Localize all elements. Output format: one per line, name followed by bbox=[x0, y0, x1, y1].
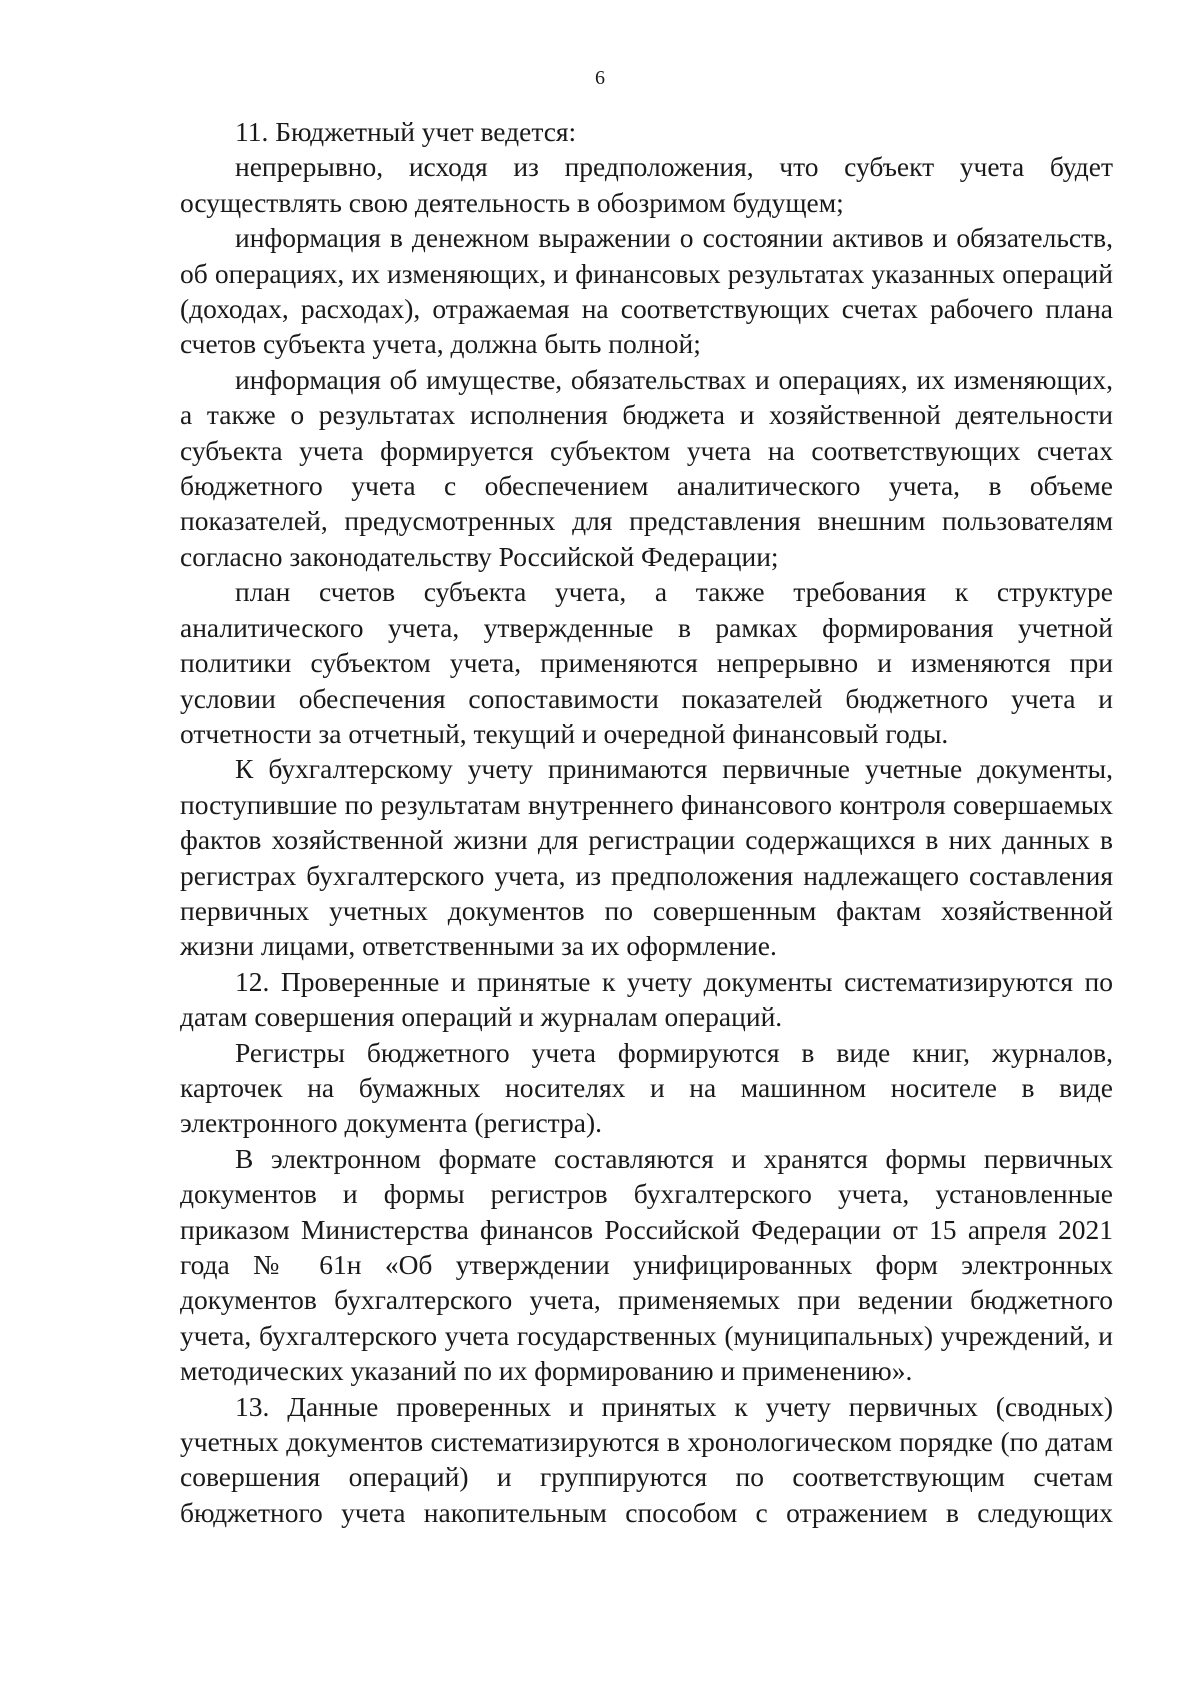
paragraph-completeness: информация в денежном выражении о состоянии активов и обязательств, об операциях, их изменяющих, и финансовых результатах указанных операций (доходах, расходах), отражаемая на соответствующих счетах рабочего плана счетов субъекта учета, должна быть полной; bbox=[180, 222, 1113, 360]
paragraph-item-11-heading: 11. Бюджетный учет ведется: bbox=[235, 116, 577, 147]
paragraph-electronic-format: В электронном формате составляются и хранятся формы первичных документов и формы регистров бухгалтерского учета, установленные приказом Министерства финансов Российской Федерации от 15 апреля 2021 года № 61н «Об утверждении унифицированных форм электронных документов бухгалтерского учета, применяемых при ведении бюджетного учета, бухгалтерского учета государственных (муниципальных) учреждений, и методических указаний по их формированию и применению». bbox=[180, 1142, 1113, 1387]
paragraph-registers: Регистры бюджетного учета формируются в виде книг, журналов, карточек на бумажных носителях и на машинном носителе в виде электронного документа (регистра). bbox=[180, 1036, 1113, 1139]
paragraph-chart-of-accounts: план счетов субъекта учета, а также требования к структуре аналитического учета, утвержденные в рамках формирования учетной политики субъектом учета, применяются непрерывно и изменяются при условии обеспечения сопоставимости показателей бюджетного учета и отчетности за отчетный, текущий и очередной финансовый годы. bbox=[180, 576, 1113, 749]
paragraph-continuity: непрерывно, исходя из предположения, что субъект учета будет осуществлять свою деятельность в обозримом будущем; bbox=[180, 151, 1113, 218]
paragraph-primary-documents: К бухгалтерскому учету принимаются первичные учетные документы, поступившие по результатам внутреннего финансового контроля совершаемых фактов хозяйственной жизни для регистрации содержащихся в них данных в регистрах бухгалтерского учета, из предположения надлежащего составления первичных учетных документов по совершенным фактам хозяйственной жизни лицами, ответственными за их оформление. bbox=[180, 753, 1113, 962]
page-number: 6 bbox=[595, 67, 605, 89]
document-body bbox=[180, 114, 1113, 1530]
paragraph-item-13: 13. Данные проверенных и принятых к учету первичных (сводных) учетных документов систематизируются в хронологическом порядке (по датам совершения операций) и группируются по соответствующим счетам бюджетного учета накопительным способом с отражением в следующих bbox=[180, 1390, 1113, 1528]
paragraph-item-12: 12. Проверенные и принятые к учету документы систематизируются по датам совершения операций и журналам операций. bbox=[180, 965, 1113, 1033]
paragraph-analytical-accounting: информация об имуществе, обязательствах и операциях, их изменяющих, а также о результатах исполнения бюджета и хозяйственной деятельности субъекта учета формируется субъектом учета на соответствующих счетах бюджетного учета с обеспечением аналитического учета, в объеме показателей, предусмотренных для представления внешним пользователям согласно законодательству Российской Федерации; bbox=[180, 363, 1113, 572]
